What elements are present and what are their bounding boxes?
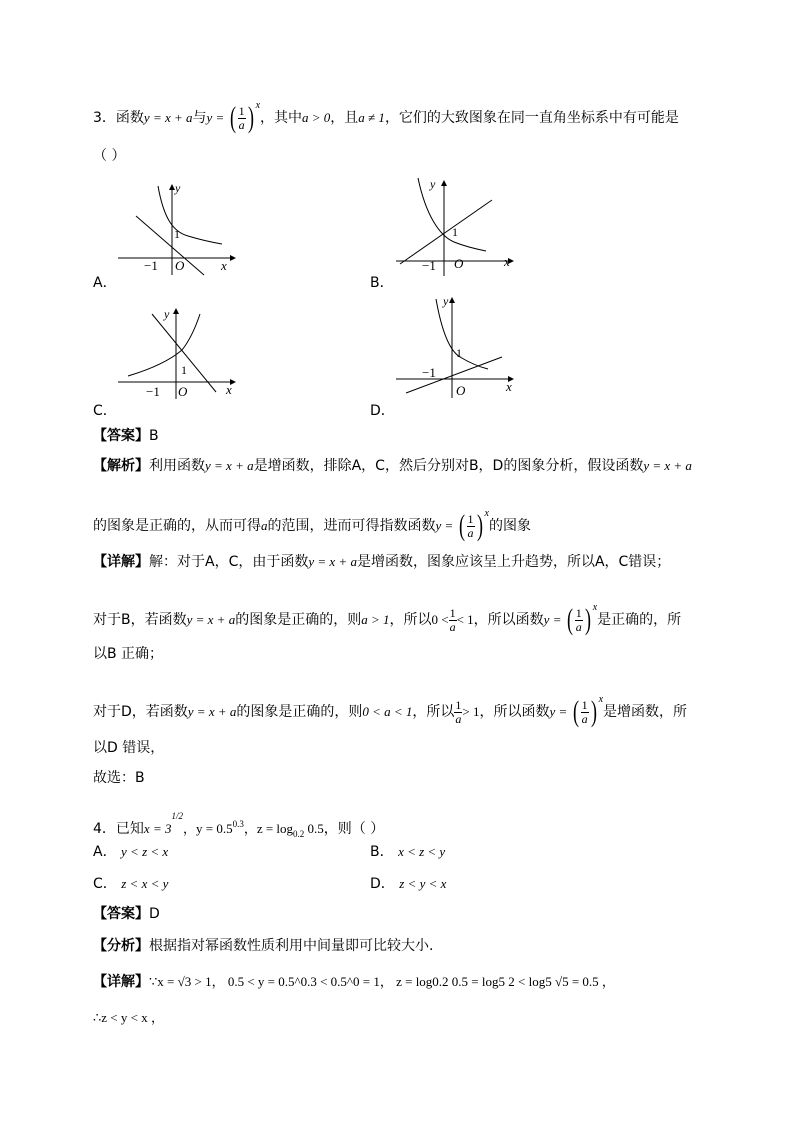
svg-text:y: y [430, 177, 436, 191]
svg-text:−1: −1 [422, 258, 436, 273]
option-b-label: B． [370, 275, 394, 291]
q4-stem: 4．已知$x = 3^{1/2}$，$y = 0.5^{0.3}$，$z = \log_{0.2} 0.5$，则（ ） [93, 811, 385, 839]
detail-3-line2: 对于B，若函数y = x + a的图象是正确的，则a > 1，所以0 < $\frac{1}{a}$ < 1，所以函数y = ( $\frac{1}{a}$ ) $^x$是正确的，所 [93, 602, 682, 636]
analysis-3-line1: 【解析】利用函数y = x + a是增函数，排除A，C，然后分别对B，D的图象分析，假设函数y = x + a [93, 458, 692, 474]
svg-text:1: 1 [174, 227, 180, 241]
detail-3-line5: 以D 错误， [93, 740, 165, 756]
detail-3-line1: 【详解】解：对于A，C，由于函数y = x + a是增函数，图象应该呈上升趋势，所以A，C错误； [93, 554, 671, 570]
detail-4-line2: ∴z < y < x ， [93, 1010, 164, 1025]
svg-text:−1: −1 [146, 384, 160, 399]
answer-4: 【答案】D [93, 906, 160, 922]
svg-text:y: y [175, 181, 181, 195]
analysis-3-line2: 的图象是正确的，从而可得a的范围，进而可得指数函数y = ( $\frac{1}{a}$ ) $^x$的图象 [93, 508, 531, 542]
svg-text:y: y [164, 307, 170, 321]
svg-text:y: y [443, 294, 449, 308]
svg-text:O: O [454, 256, 464, 271]
q4-option-c: C． z < x < y [93, 876, 169, 892]
detail-3-line6: 故选：B [93, 770, 145, 786]
svg-text:1: 1 [456, 346, 462, 360]
option-c-label: C． [93, 403, 117, 419]
svg-text:x: x [506, 379, 512, 394]
option-a-label: A． [93, 275, 117, 291]
graph-option-d [396, 293, 521, 398]
svg-text:x: x [504, 254, 510, 269]
detail-4-line1: 【详解】∵x = √3 > 1， 0.5 < y = 0.5^0.3 < 0.5^0 = 1， z = log0.2 0.5 = log5 2 < log5 √5 = 0.5 ， [93, 974, 615, 990]
q3-blank: （ ） [93, 148, 126, 164]
svg-text:O: O [178, 384, 188, 399]
svg-text:1: 1 [452, 225, 458, 239]
q4-option-a: A． y < z < x [93, 844, 169, 860]
detail-3-line3: 以B 正确； [93, 646, 164, 662]
graph-option-c [118, 304, 243, 399]
detail-3-line4: 对于D，若函数y = x + a的图象是正确的，则0 < a < 1，所以 $\frac{1}{a}$ > 1，所以函数y = ( $\frac{1}{a}$ ) $^x$是增函数，所 [93, 694, 688, 728]
q4-option-d: D． z < y < x [370, 876, 447, 892]
svg-text:1: 1 [181, 363, 187, 377]
q4-option-b: B． x < z < y [370, 844, 446, 860]
svg-text:−1: −1 [422, 365, 436, 380]
graph-option-a [118, 180, 238, 275]
analysis-4: 【分析】根据指对幂函数性质利用中间量即可比较大小. [93, 938, 434, 954]
svg-text:O: O [175, 258, 185, 273]
q3-stem: 3．函数y = x + a与y = ( $\frac{1}{a}$ ) $^x$，其中a > 0，且a ≠ 1，它们的大致图象在同一直角坐标系中有可能是 [93, 100, 679, 134]
svg-text:x: x [226, 382, 232, 397]
svg-text:x: x [221, 258, 227, 273]
graph-option-b [396, 176, 521, 271]
answer-3: 【答案】B [93, 428, 159, 444]
svg-text:O: O [456, 383, 466, 398]
svg-text:−1: −1 [144, 258, 158, 273]
option-d-label: D． [370, 403, 395, 419]
